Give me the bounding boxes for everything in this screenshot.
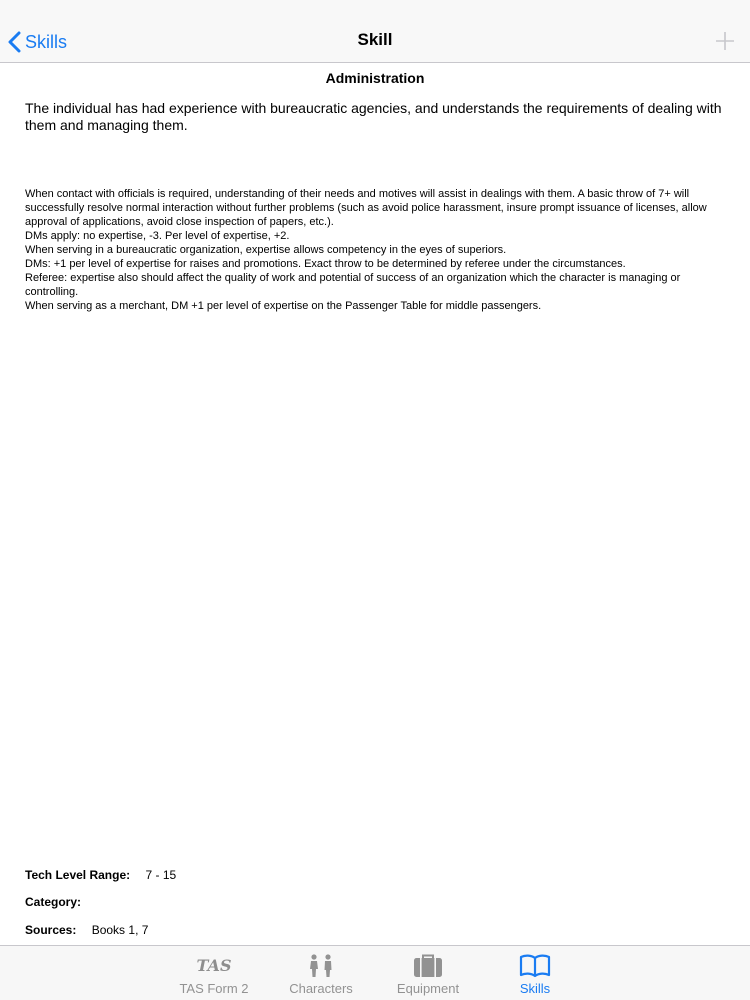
tab-label: Characters — [289, 981, 353, 996]
briefcase-icon — [412, 953, 444, 979]
detail-paragraph: When contact with officials is required, understanding of their needs and motives will assist in dealings with them. A basic throw of 7+ will successfully resolve normal interaction without further problems (such as avoid police harassment, insure prompt issuance of licenses, allow approval of applications, avoid close inspection of papers, etc.). — [25, 188, 707, 228]
plus-icon — [714, 30, 736, 52]
detail-paragraph: When serving as a merchant, DM +1 per level of expertise on the Passenger Table for middle passengers. — [25, 300, 542, 312]
skill-details — [25, 187, 725, 313]
tas-logo-icon: TAS — [196, 956, 232, 975]
back-button[interactable] — [8, 28, 67, 56]
detail-paragraph: Referee: expertise also should affect the quality of work and potential of success of an organization which the character is managing or controlling. — [25, 272, 681, 298]
tab-characters[interactable] — [271, 946, 371, 1000]
tab-label: TAS Form 2 — [179, 981, 249, 996]
add-button[interactable] — [714, 30, 736, 52]
detail-paragraph: DMs apply: no expertise, -3. Per level of expertise, +2. — [25, 230, 290, 242]
tech-level-value: 7 - 15 — [145, 868, 177, 882]
category-row — [25, 895, 93, 911]
back-button-label: Skills — [25, 31, 68, 52]
detail-paragraph: DMs: +1 per level of expertise for raises and promotions. Exact throw to be determined by referee under the circumstances. — [25, 258, 626, 270]
tech-level-label: Tech Level Range: — [25, 868, 131, 882]
navigation-bar — [0, 0, 750, 63]
category-label: Category: — [25, 895, 82, 909]
book-icon — [518, 953, 552, 979]
tab-tas-form-2[interactable] — [164, 946, 264, 1000]
tab-label: Equipment — [396, 981, 460, 996]
tab-equipment[interactable] — [378, 946, 478, 1000]
people-icon — [306, 953, 336, 979]
sources-label: Sources: — [25, 923, 77, 937]
detail-paragraph: When serving in a bureaucratic organization, expertise allows competency in the eyes of superiors. — [25, 244, 507, 256]
tech-level-row — [25, 868, 176, 884]
skill-name: Administration — [325, 70, 425, 86]
sources-row — [25, 923, 148, 939]
sources-value: Books 1, 7 — [91, 923, 149, 937]
skill-summary: The individual has had experience with bureaucratic agencies, and understands the requirements of dealing with them and managing them. — [25, 100, 722, 133]
tab-bar — [0, 945, 750, 1000]
chevron-left-icon — [8, 31, 21, 53]
tab-skills[interactable] — [485, 946, 585, 1000]
page-title: Skill — [357, 30, 393, 49]
tab-label: Skills — [519, 981, 551, 996]
